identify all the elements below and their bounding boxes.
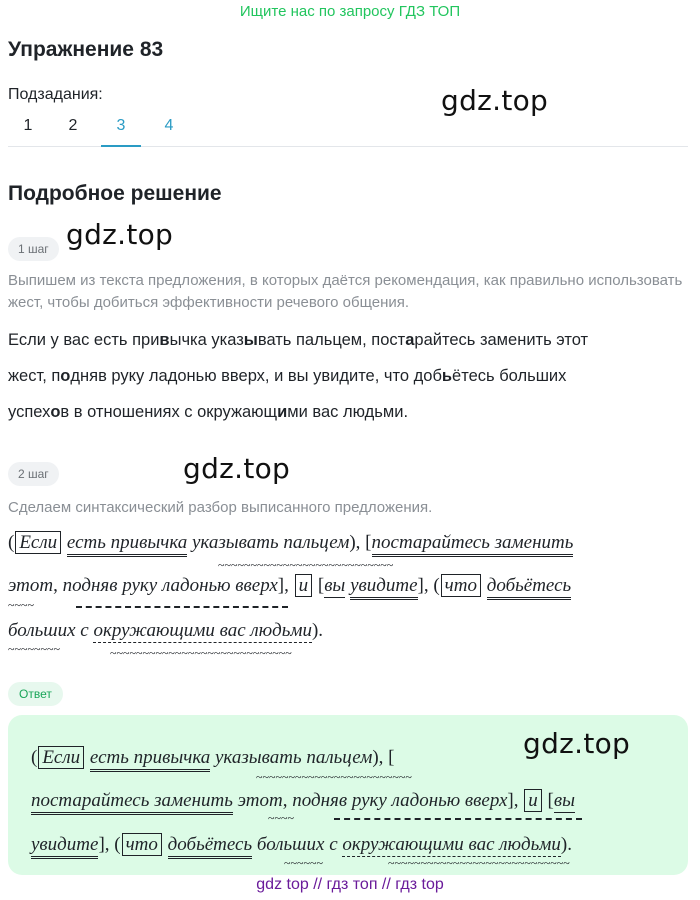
wavy-underline: ~~~~~~~~ — [8, 642, 60, 656]
parse-line-3: больших с окружающими вас людьми). — [8, 620, 324, 641]
answer-badge: Ответ — [8, 682, 63, 706]
predicate: постарайтесь заменить — [31, 790, 233, 815]
word: с — [329, 834, 338, 855]
tab-3[interactable]: 3 — [101, 106, 141, 147]
wavy-underline: ~~~~~~~~~~~~~~~~~~~~~~~~~~~~ — [388, 856, 570, 870]
predicate: есть привычка — [67, 532, 187, 557]
watermark: gdz.top — [441, 84, 549, 117]
step-2-intro: Сделаем синтаксический разбор выписанного предложения. — [8, 499, 433, 516]
word: с — [80, 620, 89, 641]
subtask-tabs — [8, 106, 688, 147]
step-2-badge: 2 шаг — [8, 462, 59, 486]
answer-line-3: увидите], ( что добьётесь больших с окружающими вас людьми). — [31, 833, 572, 856]
attribute: указывать — [214, 747, 302, 768]
predicate: добьётесь — [487, 575, 571, 600]
sentence-line-1: Если у вас есть привычка указывать пальцем, постарайтесь заменить этот — [8, 331, 589, 349]
tab-1[interactable]: 1 — [23, 117, 33, 134]
predicate: есть привычка — [90, 747, 210, 772]
page-title: Упражнение 83 — [8, 38, 164, 61]
adverbial-phrase: подняв руку ладонью вверх — [292, 790, 508, 811]
conjunction-box: и — [295, 574, 313, 597]
promo-banner[interactable]: Ищите нас по запросу ГДЗ ТОП — [239, 3, 461, 20]
step-1-badge: 1 шаг — [8, 237, 59, 261]
subtasks-label: Подзадания: — [8, 86, 103, 103]
step-1-sentence — [8, 322, 688, 430]
conjunction-box: что — [441, 574, 481, 597]
adverbial-phrase: подняв руку ладонью вверх — [62, 575, 278, 596]
step-1-intro: Выпишем из текста предложения, в которых даётся рекомендация, как правильно использовать жест, чтобы добиться эффективности речевого общения. — [8, 272, 683, 311]
watermark: gdz.top — [183, 452, 291, 485]
parse-line-1: ( Если есть привычка указывать пальцем), [постарайтесь заменить — [8, 531, 573, 554]
conjunction-box: что — [122, 833, 162, 856]
sentence-line-2: жест, подняв руку ладонью вверх, и вы увидите, что добьётесь больших — [8, 367, 567, 385]
object: окружающими вас людьми — [93, 620, 312, 641]
subject: вы — [324, 575, 346, 596]
watermark: gdz.top — [66, 218, 174, 251]
subject: вы — [553, 790, 575, 811]
footer-watermark: gdz top // гдз топ // гдз top — [256, 876, 444, 893]
conjunction-box: Если — [38, 746, 84, 769]
wavy-underline: ~~~~~~ — [284, 856, 323, 870]
word: этот — [8, 575, 54, 596]
word: пальцем — [306, 747, 373, 768]
predicate: добьётесь — [168, 834, 252, 859]
predicate: увидите — [31, 834, 98, 859]
wavy-underline: ~~~~~~~~~~~~~~~~~~~~~~~~~~~ — [218, 558, 394, 572]
word: этот — [237, 790, 283, 811]
answer-line-1: ( Если есть привычка указывать пальцем), [ — [31, 746, 395, 769]
tab-4[interactable]: 4 — [164, 117, 174, 134]
wavy-underline: ~~~~ — [268, 811, 294, 825]
section-title: Подробное решение — [8, 182, 222, 205]
watermark: gdz.top — [523, 727, 631, 760]
conjunction-box: Если — [15, 531, 61, 554]
word: пальцем — [283, 532, 350, 553]
conjunction-box: и — [524, 789, 542, 812]
wavy-underline: ~~~~~~~~~~~~~~~~~~~~~~~~~~~~ — [110, 646, 292, 660]
object: окружающими вас людьми — [342, 834, 561, 855]
wavy-underline: ~~~~~~~~~~~~~~~~~~~~~~~~ — [256, 770, 412, 784]
dash-dot-underline — [76, 606, 288, 608]
sentence-line-3: успехов в отношениях с окружающими вас людьми. — [8, 403, 409, 421]
word: больших — [256, 834, 325, 855]
parse-line-2: этот, подняв руку ладонью вверх], и [вы увидите], ( что добьётесь — [8, 574, 571, 597]
wavy-underline: ~~~~ — [8, 598, 34, 612]
tab-2[interactable]: 2 — [68, 117, 78, 134]
dash-dot-underline — [334, 818, 582, 820]
word: больших — [8, 620, 76, 641]
answer-line-2: постарайтесь заменить этот, подняв руку ладонью вверх], и [вы — [31, 789, 575, 812]
attribute: указывать — [191, 532, 279, 553]
predicate: постарайтесь заменить — [372, 532, 574, 557]
predicate: увидите — [350, 575, 417, 600]
